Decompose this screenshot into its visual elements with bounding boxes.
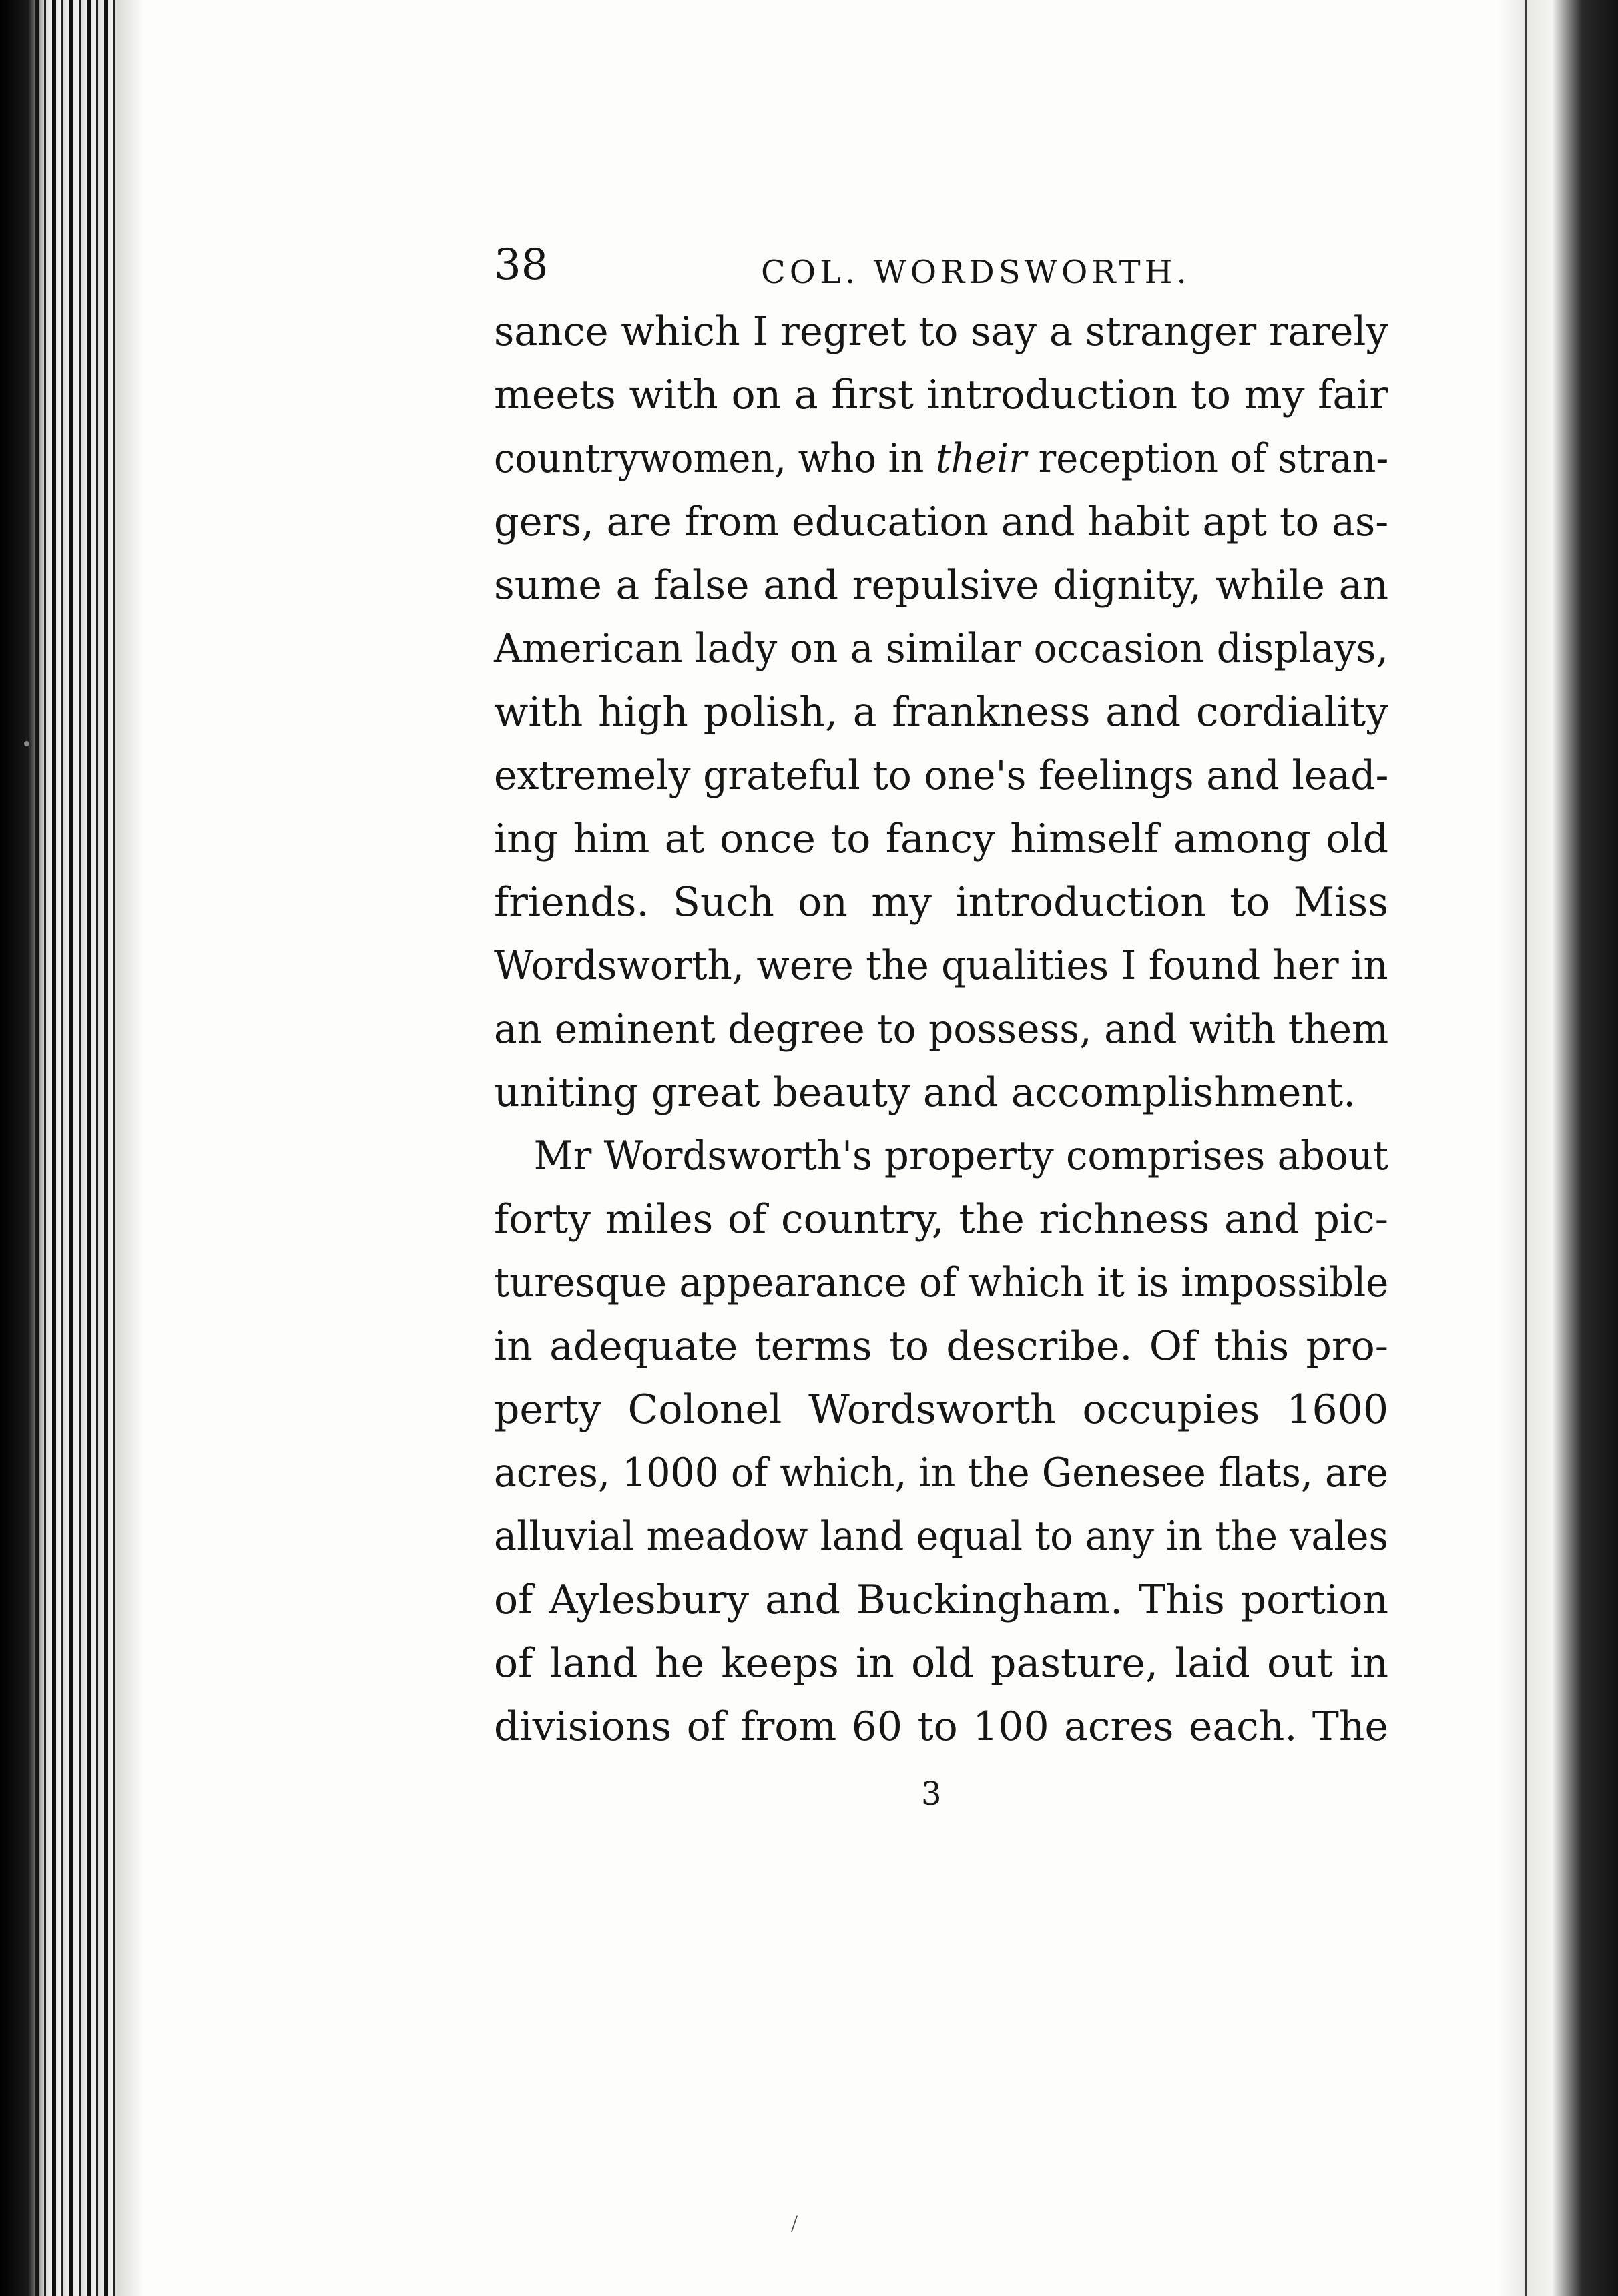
text-line: acres, 1000 of which, in the Genesee flats, are: [494, 1450, 1388, 1496]
text-line: gers, are from education and habit apt to as-: [494, 499, 1389, 545]
text-line: in adequate terms to describe. Of this pro-: [494, 1323, 1388, 1370]
text-line: American lady on a similar occasion displays,: [494, 625, 1388, 672]
text-line: ing him at once to fancy himself among old: [494, 816, 1388, 862]
text-line: alluvial meadow land equal to any in the vales: [494, 1513, 1388, 1560]
text-line: of Aylesbury and Buckingham. This portion: [494, 1576, 1388, 1623]
text-line: forty miles of country, the richness and pic-: [494, 1196, 1388, 1243]
text-line: Mr Wordsworth's property comprises about: [533, 1133, 1389, 1179]
right-edge-rule: [1525, 0, 1527, 2296]
text-line: Wordsworth, were the qualities I found her in: [494, 942, 1388, 989]
page-number: 38: [494, 240, 549, 290]
text-line: with high polish, a frankness and cordiality: [494, 689, 1388, 736]
text-line: sume a false and repulsive dignity, while an: [494, 562, 1388, 609]
text-line: sance which I regret to say a stranger rarely: [494, 308, 1388, 355]
emphasis-word: their: [936, 435, 1027, 482]
text-line: uniting great beauty and accomplishment.: [494, 1069, 1356, 1116]
margin-speck: [24, 741, 29, 746]
page-content: [494, 234, 1389, 1813]
text-line: meets with on a first introduction to my fair: [494, 372, 1388, 418]
text-line: divisions of from 60 to 100 acres each. The: [494, 1703, 1388, 1750]
book-right-edge: [1498, 0, 1618, 2296]
signature-mark: 3: [921, 1775, 942, 1813]
text-line: perty Colonel Wordsworth occupies 1600: [494, 1386, 1388, 1433]
text-line: an eminent degree to possess, and with them: [494, 1006, 1389, 1053]
text-line: extremely grateful to one's feelings and lead-: [494, 752, 1389, 799]
book-left-shadow: [0, 0, 47, 2296]
text-line: of land he keeps in old pasture, laid out in: [494, 1640, 1388, 1687]
body-text: [494, 300, 1388, 1759]
page-header: [494, 234, 1388, 300]
text-line: countrywomen, who in their reception of stran-: [494, 435, 1389, 482]
text-line: turesque appearance of which it is impossible: [494, 1259, 1389, 1306]
running-head: COL. WORDSWORTH.: [761, 254, 1191, 291]
stray-mark: /: [791, 2210, 798, 2237]
text-line: friends. Such on my introduction to Miss: [494, 879, 1388, 926]
